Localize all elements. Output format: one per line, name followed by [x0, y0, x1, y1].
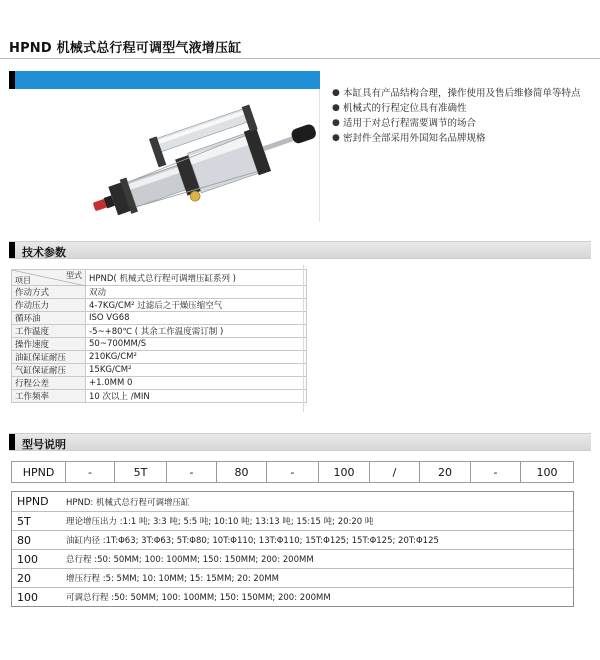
spec-table	[11, 269, 307, 403]
model-detail-row	[12, 568, 573, 587]
spec-value: 210KG/CM²	[86, 351, 307, 364]
spec-value: 10 次以上 /MIN	[86, 390, 307, 403]
model-detail-desc: 油缸内径 :1T:Φ63; 3T:Φ63; 5T:Φ80; 10T:Φ110; 13T:Φ110; 15T:Φ125; 15T:Φ125; 20T:Φ125	[66, 536, 439, 546]
spec-row	[12, 325, 307, 338]
model-detail-row	[12, 530, 573, 549]
model-section-header	[9, 433, 591, 451]
spec-row	[12, 299, 307, 312]
spec-value: +1.0MM 0	[86, 377, 307, 390]
code-separator: -	[66, 461, 115, 483]
spec-row	[12, 364, 307, 377]
model-detail-desc: 理论增压出力 :1:1 吨; 3:3 吨; 5:5 吨; 10:10 吨; 13:13 吨; 15:15 吨; 20:20 吨	[66, 517, 374, 527]
model-detail-key: 5T	[17, 514, 31, 528]
bullet-icon: ●	[332, 88, 340, 98]
code-adjustable-stroke: 100	[521, 461, 574, 483]
spec-label: 作动压力	[12, 299, 86, 312]
code-total-stroke: 100	[319, 461, 370, 483]
spec-row	[12, 312, 307, 325]
spec-diagonal-header-cell	[12, 270, 86, 286]
model-section-title: 型号说明	[22, 438, 66, 451]
spec-label: 气缸保证耐压	[12, 364, 86, 377]
model-detail-key: 100	[17, 552, 38, 566]
code-slash: /	[370, 461, 420, 483]
spec-label: 工作频率	[12, 390, 86, 403]
code-separator: -	[167, 461, 217, 483]
spec-row	[12, 338, 307, 351]
spec-label: 循环油	[12, 312, 86, 325]
model-detail-table	[11, 491, 574, 607]
spec-value: 4-7KG/CM² 过滤后之干燥压缩空气	[86, 299, 307, 312]
spec-label: 工作温度	[12, 325, 86, 338]
code-series: HPND	[11, 461, 66, 483]
product-image	[9, 89, 320, 222]
spec-value: -5~+80℃ ( 其余工作温度需订制 )	[86, 325, 307, 338]
bullet-icon: ●	[332, 118, 340, 128]
code-separator: -	[267, 461, 319, 483]
feature-list	[332, 86, 594, 146]
feature-item: ● 密封件全部采用外国知名品牌规格	[332, 133, 486, 144]
model-detail-row	[12, 492, 573, 511]
feature-item: ● 本缸具有产品结构合理，操作使用及售后维修简单等特点	[332, 88, 581, 99]
model-detail-key: HPND	[17, 495, 49, 508]
code-boost-stroke: 20	[420, 461, 471, 483]
title-divider	[0, 58, 600, 59]
section-header-tab	[9, 242, 15, 258]
model-detail-row	[12, 587, 573, 606]
spec-row	[12, 390, 307, 403]
code-force: 5T	[115, 461, 167, 483]
spec-section-title: 技术参数	[22, 246, 66, 259]
cylinder-product-illustration	[9, 89, 320, 222]
feature-item: ● 适用于对总行程需要调节的场合	[332, 118, 477, 129]
spec-header-row-label: 项目	[15, 276, 31, 285]
spec-row	[12, 377, 307, 390]
spec-value: 50~700MM/S	[86, 338, 307, 351]
model-detail-desc: 总行程 :50: 50MM; 100: 100MM; 150: 150MM; 200: 200MM	[66, 555, 314, 565]
spec-row	[12, 286, 307, 299]
model-detail-row	[12, 549, 573, 568]
spec-label: 操作速度	[12, 338, 86, 351]
model-detail-desc: HPND: 机械式总行程可调增压缸	[66, 497, 190, 508]
section-header-tab	[9, 434, 15, 450]
spec-label: 行程公差	[12, 377, 86, 390]
page-title: HPND 机械式总行程可调型气液增压缸	[9, 41, 242, 56]
bullet-icon: ●	[332, 133, 340, 143]
spec-label: 油缸保证耐压	[12, 351, 86, 364]
feature-item: ● 机械式的行程定位具有准确性	[332, 103, 467, 114]
spec-divider	[303, 265, 304, 412]
spec-value: 15KG/CM²	[86, 364, 307, 377]
model-detail-key: 80	[17, 533, 31, 547]
spec-value: ISO VG68	[86, 312, 307, 325]
model-detail-desc: 增压行程 :5: 5MM; 10: 10MM; 15: 15MM; 20: 20MM	[66, 574, 279, 584]
code-bore: 80	[217, 461, 267, 483]
product-image-header-bar	[9, 71, 320, 89]
bullet-icon: ●	[332, 103, 340, 113]
spec-row	[12, 351, 307, 364]
model-detail-row	[12, 511, 573, 530]
spec-label: 作动方式	[12, 286, 86, 299]
model-detail-desc: 可调总行程 :50: 50MM; 100: 100MM; 150: 150MM; 200: 200MM	[66, 593, 331, 603]
spec-header-value: HPND( 机械式总行程可调增压缸系列 )	[86, 270, 307, 286]
spec-header-row	[12, 270, 307, 286]
spec-section-header	[9, 241, 591, 259]
model-detail-key: 20	[17, 571, 31, 585]
product-image-header-tab	[9, 71, 15, 89]
spec-header-col-label: 型式	[66, 271, 82, 280]
model-detail-key: 100	[17, 590, 38, 604]
spec-value: 双动	[86, 286, 307, 299]
model-code-row	[11, 461, 574, 483]
code-separator: -	[471, 461, 521, 483]
